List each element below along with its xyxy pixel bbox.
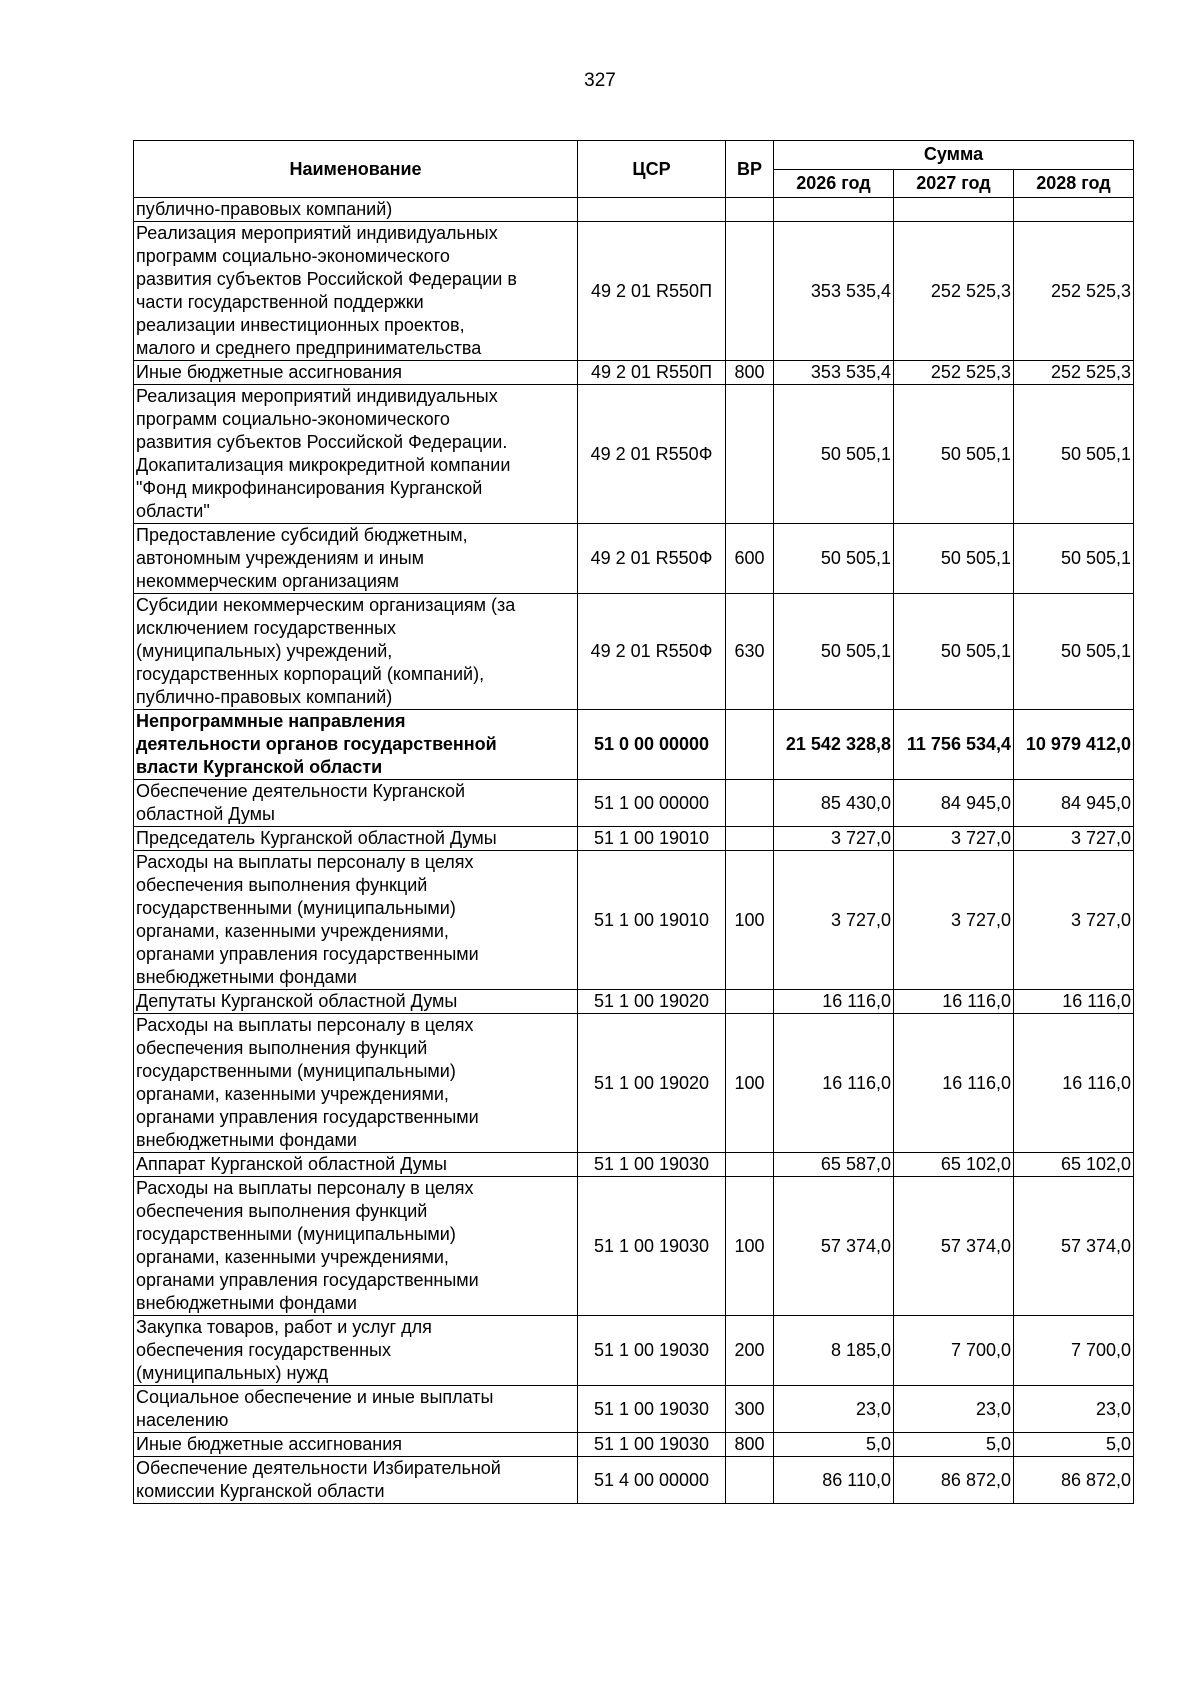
row-2026-cell: 8 185,0	[774, 1316, 894, 1386]
column-header-2028: 2028 год	[1014, 169, 1134, 198]
row-csr-cell: 49 2 01 R550Ф	[578, 594, 726, 710]
row-2026-cell: 57 374,0	[774, 1177, 894, 1316]
row-vr-cell: 200	[726, 1316, 774, 1386]
row-name-cell: Иные бюджетные ассигнования	[134, 361, 578, 385]
row-csr-cell: 51 4 00 00000	[578, 1457, 726, 1504]
table-row	[134, 1316, 1134, 1386]
column-header-sum: Сумма	[774, 141, 1134, 170]
row-2027-cell: 5,0	[894, 1433, 1014, 1457]
row-name-cell: Расходы на выплаты персоналу в целях обеспечения выполнения функций государственными (муниципальными) органами, казенными учреждениями, органами управления государственными внебюджетными фондами	[134, 1177, 578, 1316]
row-2028-cell: 57 374,0	[1014, 1177, 1134, 1316]
row-2026-cell: 85 430,0	[774, 780, 894, 827]
row-name-cell: публично-правовых компаний)	[134, 198, 578, 222]
row-2028-cell: 50 505,1	[1014, 385, 1134, 524]
row-2026-cell: 5,0	[774, 1433, 894, 1457]
row-vr-cell: 100	[726, 851, 774, 990]
row-2027-cell: 16 116,0	[894, 990, 1014, 1014]
row-2028-cell: 65 102,0	[1014, 1153, 1134, 1177]
row-2028-cell: 84 945,0	[1014, 780, 1134, 827]
row-vr-cell	[726, 222, 774, 361]
row-vr-cell: 800	[726, 1433, 774, 1457]
row-name-cell: Непрограммные направления деятельности органов государственной власти Курганской области	[134, 710, 578, 780]
row-2026-cell: 3 727,0	[774, 851, 894, 990]
row-vr-cell	[726, 780, 774, 827]
row-2027-cell: 86 872,0	[894, 1457, 1014, 1504]
row-name-cell: Председатель Курганской областной Думы	[134, 827, 578, 851]
row-2027-cell: 50 505,1	[894, 385, 1014, 524]
row-2027-cell: 7 700,0	[894, 1316, 1014, 1386]
table-row	[134, 1153, 1134, 1177]
column-header-name: Наименование	[134, 141, 578, 198]
row-csr-cell: 49 2 01 R550Ф	[578, 385, 726, 524]
table-body	[134, 198, 1134, 1504]
table-row	[134, 780, 1134, 827]
row-2027-cell: 16 116,0	[894, 1014, 1014, 1153]
row-vr-cell: 100	[726, 1177, 774, 1316]
row-name-cell: Иные бюджетные ассигнования	[134, 1433, 578, 1457]
row-2026-cell: 16 116,0	[774, 1014, 894, 1153]
row-name-cell: Аппарат Курганской областной Думы	[134, 1153, 578, 1177]
row-2026-cell: 3 727,0	[774, 827, 894, 851]
row-vr-cell	[726, 198, 774, 222]
table-row	[134, 361, 1134, 385]
row-vr-cell: 100	[726, 1014, 774, 1153]
row-name-cell: Реализация мероприятий индивидуальных программ социально-экономического развития субъектов Российской Федерации в части государственной поддержки реализации инвестиционных проектов, малого и среднего предпринимательства	[134, 222, 578, 361]
row-csr-cell: 51 1 00 19030	[578, 1433, 726, 1457]
row-name-cell: Закупка товаров, работ и услуг для обеспечения государственных (муниципальных) нужд	[134, 1316, 578, 1386]
table-row	[134, 222, 1134, 361]
row-2026-cell: 353 535,4	[774, 361, 894, 385]
row-vr-cell	[726, 1457, 774, 1504]
row-csr-cell: 51 0 00 00000	[578, 710, 726, 780]
row-vr-cell: 600	[726, 524, 774, 594]
row-name-cell: Обеспечение деятельности Избирательной комиссии Курганской области	[134, 1457, 578, 1504]
table-row	[134, 1386, 1134, 1433]
page-number: 327	[584, 70, 616, 91]
row-vr-cell: 630	[726, 594, 774, 710]
table-row	[134, 524, 1134, 594]
row-csr-cell: 51 1 00 00000	[578, 780, 726, 827]
table-row	[134, 827, 1134, 851]
row-csr-cell: 51 1 00 19010	[578, 827, 726, 851]
row-csr-cell: 51 1 00 19020	[578, 1014, 726, 1153]
row-2028-cell: 252 525,3	[1014, 361, 1134, 385]
row-csr-cell: 49 2 01 R550Ф	[578, 524, 726, 594]
row-2026-cell	[774, 198, 894, 222]
row-name-cell: Социальное обеспечение и иные выплаты населению	[134, 1386, 578, 1433]
row-2027-cell: 252 525,3	[894, 361, 1014, 385]
row-vr-cell: 300	[726, 1386, 774, 1433]
row-2027-cell: 65 102,0	[894, 1153, 1014, 1177]
column-header-2026: 2026 год	[774, 169, 894, 198]
row-name-cell: Депутаты Курганской областной Думы	[134, 990, 578, 1014]
row-2028-cell: 3 727,0	[1014, 827, 1134, 851]
row-2028-cell	[1014, 198, 1134, 222]
row-2028-cell: 50 505,1	[1014, 524, 1134, 594]
row-2027-cell: 23,0	[894, 1386, 1014, 1433]
row-2028-cell: 5,0	[1014, 1433, 1134, 1457]
row-2028-cell: 16 116,0	[1014, 1014, 1134, 1153]
row-2028-cell: 7 700,0	[1014, 1316, 1134, 1386]
row-2027-cell: 50 505,1	[894, 524, 1014, 594]
table-row	[134, 990, 1134, 1014]
row-name-cell: Предоставление субсидий бюджетным, автономным учреждениям и иным некоммерческим организациям	[134, 524, 578, 594]
row-csr-cell: 51 1 00 19030	[578, 1177, 726, 1316]
table-row	[134, 1457, 1134, 1504]
row-name-cell: Реализация мероприятий индивидуальных программ социально-экономического развития субъектов Российской Федерации. Докапитализация микрокредитной компании "Фонд микрофинансирования Курганской области"	[134, 385, 578, 524]
row-vr-cell: 800	[726, 361, 774, 385]
row-csr-cell: 49 2 01 R550П	[578, 361, 726, 385]
row-name-cell: Расходы на выплаты персоналу в целях обеспечения выполнения функций государственными (муниципальными) органами, казенными учреждениями, органами управления государственными внебюджетными фондами	[134, 851, 578, 990]
row-2026-cell: 50 505,1	[774, 524, 894, 594]
column-header-vr: ВР	[726, 141, 774, 198]
table-row	[134, 198, 1134, 222]
row-2026-cell: 50 505,1	[774, 385, 894, 524]
row-2026-cell: 50 505,1	[774, 594, 894, 710]
row-2028-cell: 16 116,0	[1014, 990, 1134, 1014]
table-row	[134, 594, 1134, 710]
table-header	[134, 141, 1134, 198]
row-2027-cell: 252 525,3	[894, 222, 1014, 361]
row-2027-cell: 11 756 534,4	[894, 710, 1014, 780]
row-2027-cell: 3 727,0	[894, 827, 1014, 851]
row-vr-cell	[726, 1153, 774, 1177]
row-vr-cell	[726, 990, 774, 1014]
row-csr-cell: 51 1 00 19030	[578, 1153, 726, 1177]
row-2028-cell: 50 505,1	[1014, 594, 1134, 710]
row-2027-cell	[894, 198, 1014, 222]
table-row	[134, 1177, 1134, 1316]
row-2028-cell: 86 872,0	[1014, 1457, 1134, 1504]
table-row	[134, 851, 1134, 990]
row-csr-cell	[578, 198, 726, 222]
row-vr-cell	[726, 385, 774, 524]
row-2026-cell: 21 542 328,8	[774, 710, 894, 780]
row-csr-cell: 51 1 00 19020	[578, 990, 726, 1014]
row-csr-cell: 51 1 00 19010	[578, 851, 726, 990]
row-2026-cell: 86 110,0	[774, 1457, 894, 1504]
budget-table	[133, 140, 1134, 1504]
row-vr-cell	[726, 827, 774, 851]
table-row	[134, 1014, 1134, 1153]
row-name-cell: Расходы на выплаты персоналу в целях обеспечения выполнения функций государственными (муниципальными) органами, казенными учреждениями, органами управления государственными внебюджетными фондами	[134, 1014, 578, 1153]
row-csr-cell: 51 1 00 19030	[578, 1386, 726, 1433]
row-2027-cell: 84 945,0	[894, 780, 1014, 827]
row-name-cell: Субсидии некоммерческим организациям (за исключением государственных (муниципальных) учреждений, государственных корпораций (компаний), публично-правовых компаний)	[134, 594, 578, 710]
column-header-2027: 2027 год	[894, 169, 1014, 198]
row-csr-cell: 51 1 00 19030	[578, 1316, 726, 1386]
row-2028-cell: 3 727,0	[1014, 851, 1134, 990]
table-row	[134, 385, 1134, 524]
row-2027-cell: 50 505,1	[894, 594, 1014, 710]
row-2028-cell: 10 979 412,0	[1014, 710, 1134, 780]
table-row	[134, 710, 1134, 780]
row-csr-cell: 49 2 01 R550П	[578, 222, 726, 361]
row-2026-cell: 23,0	[774, 1386, 894, 1433]
row-2028-cell: 23,0	[1014, 1386, 1134, 1433]
row-2027-cell: 3 727,0	[894, 851, 1014, 990]
row-2027-cell: 57 374,0	[894, 1177, 1014, 1316]
row-2028-cell: 252 525,3	[1014, 222, 1134, 361]
row-vr-cell	[726, 710, 774, 780]
column-header-csr: ЦСР	[578, 141, 726, 198]
row-2026-cell: 353 535,4	[774, 222, 894, 361]
row-2026-cell: 65 587,0	[774, 1153, 894, 1177]
row-name-cell: Обеспечение деятельности Курганской областной Думы	[134, 780, 578, 827]
row-2026-cell: 16 116,0	[774, 990, 894, 1014]
table-row	[134, 1433, 1134, 1457]
